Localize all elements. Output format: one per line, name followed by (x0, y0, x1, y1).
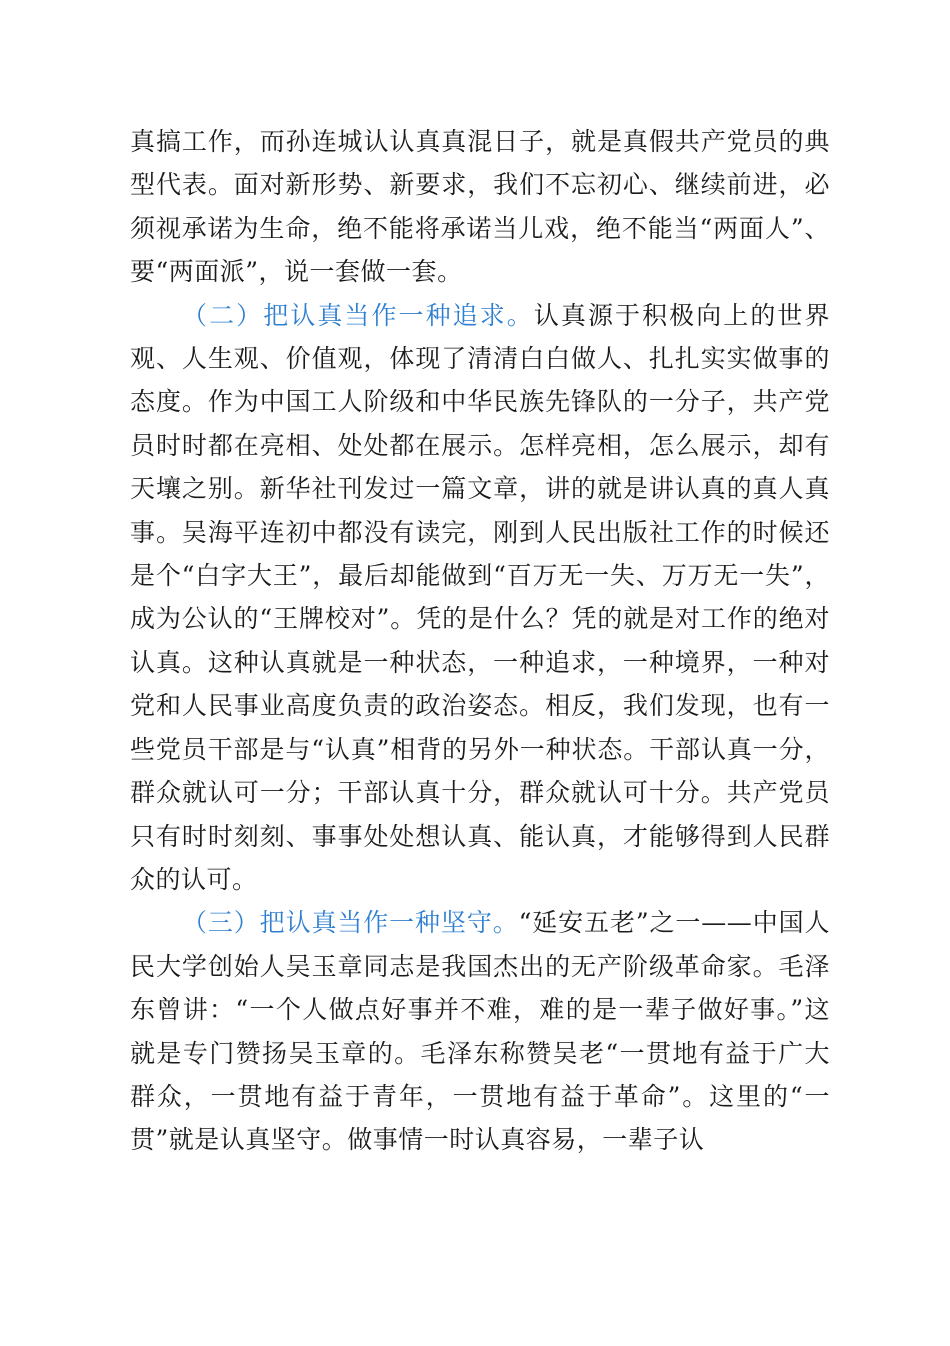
section-heading: （三）把认真当作一种坚守。 (182, 908, 519, 938)
paragraph-text: 真搞工作，而孙连城认认真真混日子，就是真假共产党员的典型代表。面对新形势、新要求，我们不忘初心、继续前进，必须视承诺为生命，绝不能将承诺当儿戏，绝不能当“两面人”、要“两面派”，说一套做一套。 (130, 127, 830, 287)
paragraph-section-3 (130, 901, 830, 1161)
paragraph-text: “延安五老”之一——中国人民大学创始人吴玉章同志是我国杰出的无产阶级革命家。毛泽东曾讲：“一个人做点好事并不难，难的是一辈子做好事。”这就是专门赞扬吴玉章的。毛泽东称赞吴老“一贯地有益于广大群众，一贯地有益于青年，一贯地有益于革命”。这里的“一贯”就是认真坚守。做事情一时认真容易，一辈子认 (130, 908, 830, 1155)
paragraph-continued (130, 120, 830, 294)
section-heading: （二）把认真当作一种追求。 (182, 300, 534, 330)
body-text (130, 120, 830, 1162)
paragraph-section-2 (130, 294, 830, 902)
paragraph-text: 认真源于积极向上的世界观、人生观、价值观，体现了清清白白做人、扎扎实实做事的态度。作为中国工人阶级和中华民族先锋队的一分子，共产党员时时都在亮相、处处都在展示。怎样亮相，怎么展示，却有天壤之别。新华社刊发过一篇文章，讲的就是讲认真的真人真事。吴海平连初中都没有读完，刚到人民出版社工作的时候还是个“白字大王”，最后却能做到“百万无一失、万万无一失”，成为公认的“王牌校对”。凭的是什么？凭的就是对工作的绝对认真。这种认真就是一种状态，一种追求，一种境界，一种对党和人民事业高度负责的政治姿态。相反，我们发现，也有一些党员干部是与“认真”相背的另外一种状态。干部认真一分，群众就认可一分；干部认真十分，群众就认可十分。共产党员只有时时刻刻、事事处处想认真、能认真，才能够得到人民群众的认可。 (130, 300, 830, 894)
